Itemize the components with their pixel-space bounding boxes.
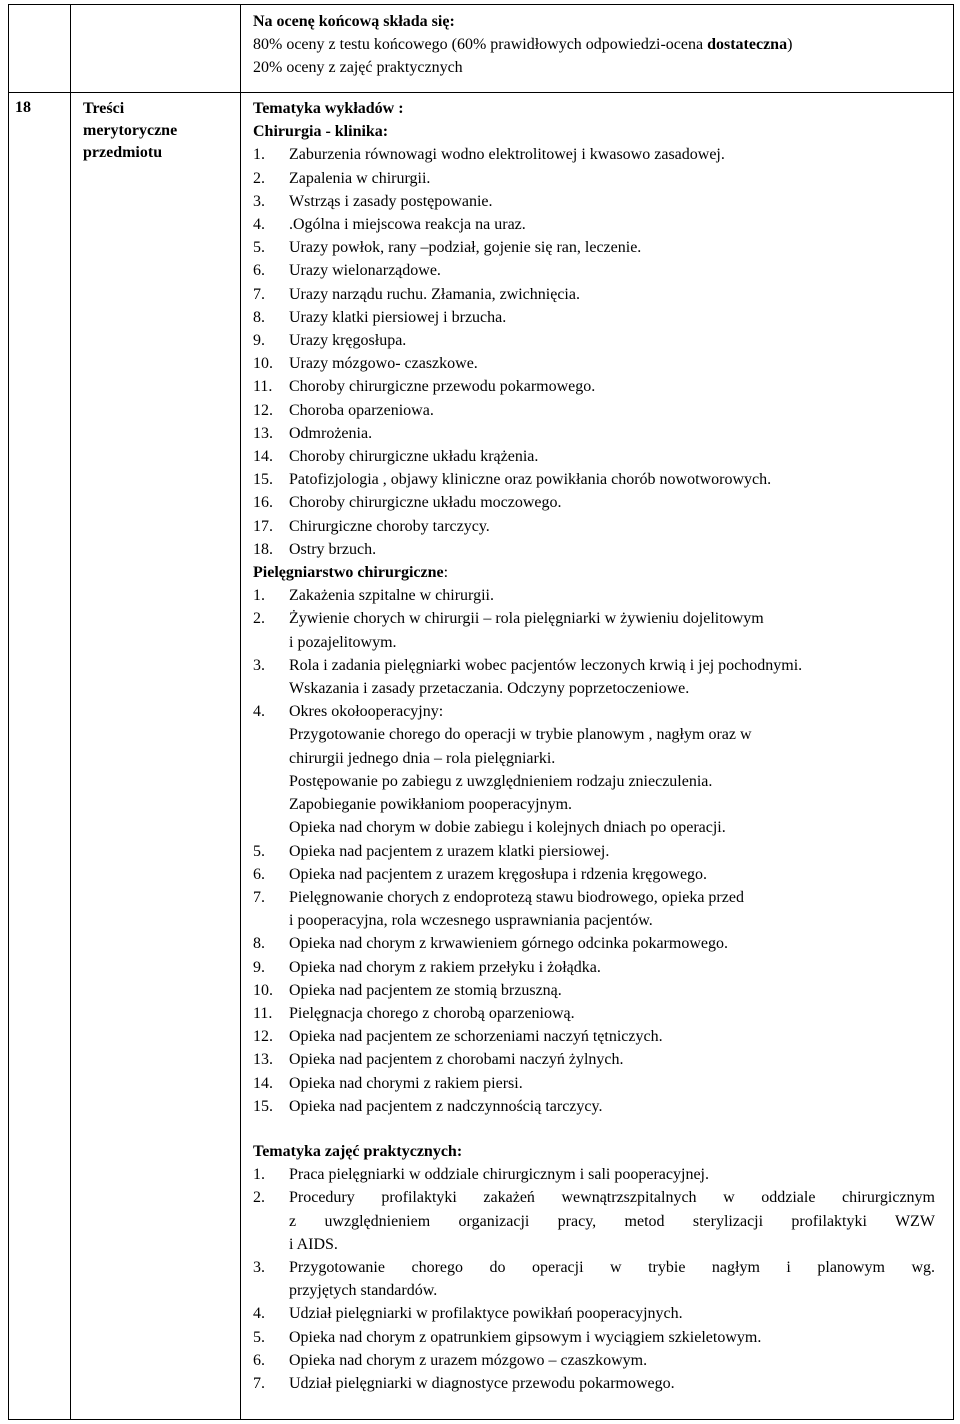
clinic-topic-item-number: 13. — [253, 424, 273, 442]
practical-topic-item — [253, 1256, 953, 1302]
clinic-topic-item-text — [289, 352, 953, 375]
clinic-topic-item — [253, 167, 953, 190]
nursing-topic-item — [253, 932, 953, 955]
clinic-topic-item-number: 10. — [253, 355, 273, 373]
nursing-topic-item-line: i pooperacyjna, rola wczesnego usprawniania pacjentów. — [289, 912, 653, 930]
nursing-topic-item-number: 5. — [253, 842, 265, 860]
assessment-line-1-end: ) — [787, 36, 793, 54]
clinic-topic-item-text — [289, 491, 953, 514]
nursing-topic-item — [253, 584, 953, 607]
clinic-topic-item-line: Choroba oparzeniowa. — [289, 401, 434, 419]
nursing-topic-item-line: Rola i zadania pielęgniarki wobec pacjentów leczonych krwią i jej pochodnymi. — [289, 656, 803, 674]
clinic-topic-item-line: Choroby chirurgiczne układu moczowego. — [289, 494, 562, 512]
nursing-topic-item — [253, 863, 953, 886]
content-cell — [241, 93, 954, 1420]
clinic-topic-item-line: Urazy mózgowo- czaszkowe. — [289, 355, 478, 373]
empty-number-cell — [9, 5, 71, 93]
nursing-topic-item-line: Postępowanie po zabiegu z uwzględnieniem rodzaju znieczulenia. — [289, 772, 713, 790]
clinic-topic-item-number: 16. — [253, 494, 273, 512]
nursing-topic-item-text — [289, 1048, 953, 1071]
practical-topic-item-text — [289, 1326, 953, 1349]
nursing-topic-item-line: Zapobieganie powikłaniom pooperacyjnym. — [289, 796, 573, 814]
clinic-topic-item — [253, 283, 953, 306]
clinic-topic-item-number: 9. — [253, 332, 265, 350]
clinic-topic-item-text — [289, 468, 953, 491]
nursing-topic-item-text — [289, 840, 953, 863]
clinic-topic-item-line: Zaburzenia równowagi wodno elektrolitowej i kwasowo zasadowej. — [289, 146, 725, 164]
empty-label-cell — [71, 5, 241, 93]
nursing-topic-item-text — [289, 1072, 953, 1095]
practical-topic-item-number: 5. — [253, 1328, 265, 1346]
nursing-topic-item-line: chirurgii jednego dnia – rola pielęgniarki. — [289, 749, 556, 767]
clinic-topic-item-text — [289, 422, 953, 445]
practical-topic-item-number: 1. — [253, 1166, 265, 1184]
nursing-heading — [253, 561, 953, 584]
nursing-topic-item — [253, 840, 953, 863]
clinic-topic-item-line: Urazy powłok, rany –podział, gojenie się ran, leczenie. — [289, 239, 642, 257]
clinic-topic-item — [253, 468, 953, 491]
clinic-topic-item — [253, 190, 953, 213]
clinic-topic-item-number: 15. — [253, 471, 273, 489]
nursing-topic-item-line: Opieka nad pacjentem ze schorzeniami naczyń tętniczych. — [289, 1028, 663, 1046]
clinic-topic-item-text — [289, 399, 953, 422]
nursing-topic-item-number: 7. — [253, 888, 265, 906]
clinic-topic-item-text — [289, 213, 953, 236]
clinic-topic-item — [253, 259, 953, 282]
clinic-topic-item — [253, 329, 953, 352]
clinic-topic-item-text — [289, 190, 953, 213]
clinic-topic-item-number: 6. — [253, 262, 265, 280]
clinic-topic-item-text — [289, 236, 953, 259]
clinic-topic-item — [253, 491, 953, 514]
lectures-heading: Tematyka wykładów : — [253, 100, 404, 117]
assessment-line-2: 20% oceny z zajęć praktycznych — [253, 59, 463, 77]
nursing-topic-item-text — [289, 956, 953, 979]
nursing-topic-item-text — [289, 607, 953, 653]
clinic-topic-item-number: 14. — [253, 448, 273, 466]
clinic-topic-item — [253, 306, 953, 329]
nursing-topic-item-text — [289, 700, 953, 839]
clinic-topic-item-line: Choroby chirurgiczne układu krążenia. — [289, 448, 539, 466]
practical-topic-item — [253, 1326, 953, 1349]
clinic-topic-item-number: 11. — [253, 378, 273, 396]
clinic-topic-item-text — [289, 375, 953, 398]
nursing-topic-item — [253, 886, 953, 932]
clinic-topic-item-line: Choroby chirurgiczne przewodu pokarmowego. — [289, 378, 596, 396]
clinic-topic-item-number: 17. — [253, 517, 273, 535]
nursing-topic-item-text — [289, 654, 953, 700]
clinic-topic-item-text — [289, 329, 953, 352]
clinic-topic-item — [253, 538, 953, 561]
nursing-topic-item-line: Opieka nad pacjentem z urazem klatki piersiowej. — [289, 842, 610, 860]
practical-topic-item-text — [289, 1349, 953, 1372]
practical-topic-item-line: i AIDS. — [289, 1235, 338, 1253]
nursing-topic-item-line: Opieka nad pacjentem z chorobami naczyń żylnych. — [289, 1051, 624, 1069]
nursing-topic-item-line: Zakażenia szpitalne w chirurgii. — [289, 587, 494, 605]
nursing-topic-item-line: Przygotowanie chorego do operacji w trybie planowym , nagłym oraz w — [289, 726, 752, 744]
clinic-topic-item-line: Wstrząs i zasady postępowanie. — [289, 192, 493, 210]
practical-topic-item-number: 7. — [253, 1374, 265, 1392]
nursing-heading-colon: : — [443, 564, 449, 582]
clinic-topic-item-text — [289, 538, 953, 561]
row-label-line-3: przedmiotu — [83, 144, 163, 161]
clinic-topic-item — [253, 375, 953, 398]
nursing-topic-item-text — [289, 1095, 953, 1118]
section-spacer — [253, 1118, 953, 1140]
assessment-heading: Na ocenę końcową składa się: — [253, 13, 455, 30]
clinic-topic-item-text — [289, 259, 953, 282]
practical-topic-item-line: przyjętych standardów. — [289, 1282, 438, 1300]
clinic-topic-item-number: 8. — [253, 308, 265, 326]
nursing-topic-item-number: 15. — [253, 1097, 273, 1115]
clinic-topic-item-text — [289, 143, 953, 166]
practical-topic-item-line: Przygotowanie chorego do operacji w trybie nagłym i planowym wg. — [289, 1258, 935, 1276]
row-label-line-1: Treści — [83, 100, 125, 117]
row-label — [71, 93, 241, 1420]
nursing-topic-item — [253, 700, 953, 839]
nursing-topic-item-text — [289, 932, 953, 955]
nursing-topic-item — [253, 956, 953, 979]
clinic-topic-item-text — [289, 167, 953, 190]
nursing-topic-item-line: Żywienie chorych w chirurgii – rola pielęgniarki w żywieniu dojelitowym — [289, 610, 764, 628]
nursing-topic-list — [253, 584, 953, 1118]
nursing-topic-item-text — [289, 1025, 953, 1048]
clinic-topic-item-line: .Ogólna i miejscowa reakcja na uraz. — [289, 216, 526, 234]
nursing-topic-item — [253, 607, 953, 653]
practical-topic-item-text — [289, 1372, 953, 1395]
practical-topic-item-line: Opieka nad chorym z opatrunkiem gipsowym i wyciągiem szkieletowym. — [289, 1328, 762, 1346]
nursing-topic-item-number: 9. — [253, 958, 265, 976]
clinic-topic-item-number: 3. — [253, 192, 265, 210]
practical-topic-item — [253, 1163, 953, 1186]
clinic-topic-item-text — [289, 306, 953, 329]
nursing-topic-item-line: Opieka nad chorym z rakiem przełyku i żołądka. — [289, 958, 601, 976]
nursing-topic-item — [253, 1002, 953, 1025]
practical-topic-item-line: z uwzględnieniem organizacji pracy, metod sterylizacji profilaktyki WZW — [289, 1212, 935, 1230]
row-label-line-2: merytoryczne — [83, 122, 178, 139]
clinic-topic-item — [253, 422, 953, 445]
nursing-topic-item-text — [289, 1002, 953, 1025]
clinic-topic-item — [253, 445, 953, 468]
practical-topic-item-line: Udział pielęgniarki w profilaktyce powikłań pooperacyjnych. — [289, 1305, 683, 1323]
practical-topic-item-number: 4. — [253, 1305, 265, 1323]
nursing-topic-item-text — [289, 979, 953, 1002]
nursing-topic-item-text — [289, 584, 953, 607]
clinic-topic-item-number: 18. — [253, 540, 273, 558]
nursing-topic-item-number: 14. — [253, 1074, 273, 1092]
nursing-topic-item-number: 1. — [253, 587, 265, 605]
clinic-topic-item — [253, 399, 953, 422]
practical-topic-item-text — [289, 1186, 953, 1256]
nursing-topic-item-number: 12. — [253, 1028, 273, 1046]
nursing-topic-item-text — [289, 886, 953, 932]
nursing-topic-item-line: Pielęgnowanie chorych z endoprotezą stawu biodrowego, opieka przed — [289, 888, 744, 906]
clinic-topic-item-line: Urazy narządu ruchu. Złamania, zwichnięcia. — [289, 285, 580, 303]
practical-topic-item — [253, 1186, 953, 1256]
clinic-topic-item-line: Urazy wielonarządowe. — [289, 262, 441, 280]
clinic-topic-list — [253, 143, 953, 561]
assessment-grade-label: dostateczna — [707, 36, 788, 54]
clinic-topic-item-line: Chirurgiczne choroby tarczycy. — [289, 517, 490, 535]
nursing-topic-item-line: Opieka nad pacjentem ze stomią brzuszną. — [289, 981, 562, 999]
nursing-topic-item-line: i pozajelitowym. — [289, 633, 397, 651]
practical-topic-item-line: Udział pielęgniarki w diagnostyce przewodu pokarmowego. — [289, 1374, 675, 1392]
clinic-topic-item-number: 4. — [253, 216, 265, 234]
assessment-cell — [241, 5, 954, 93]
practical-topic-item-line: Procedury profilaktyki zakażeń wewnątrzszpitalnych w oddziale chirurgicznym — [289, 1189, 935, 1207]
nursing-topic-item-line: Opieka nad chorymi z rakiem piersi. — [289, 1074, 523, 1092]
clinic-topic-item — [253, 515, 953, 538]
nursing-topic-item-line: Pielęgnacja chorego z chorobą oparzeniową. — [289, 1004, 575, 1022]
practical-topic-item — [253, 1349, 953, 1372]
practical-topic-item-text — [289, 1302, 953, 1325]
clinic-topic-item-line: Urazy klatki piersiowej i brzucha. — [289, 308, 507, 326]
nursing-topic-item-line: Opieka nad pacjentem z nadczynnością tarczycy. — [289, 1097, 603, 1115]
practical-topic-item — [253, 1302, 953, 1325]
clinic-topic-item-number: 12. — [253, 401, 273, 419]
nursing-topic-item-number: 10. — [253, 981, 273, 999]
nursing-topic-item-number: 13. — [253, 1051, 273, 1069]
clinic-topic-item-number: 7. — [253, 285, 265, 303]
clinic-topic-item — [253, 352, 953, 375]
clinic-topic-item-number: 1. — [253, 146, 265, 164]
clinic-topic-item — [253, 143, 953, 166]
nursing-topic-item-line: Opieka nad chorym w dobie zabiegu i kolejnych dniach po operacji. — [289, 819, 726, 837]
clinic-topic-item-line: Odmrożenia. — [289, 424, 373, 442]
table-row-assessment — [9, 5, 954, 93]
nursing-topic-item — [253, 1048, 953, 1071]
clinic-topic-item-line: Urazy kręgosłupa. — [289, 332, 407, 350]
nursing-topic-item-number: 4. — [253, 703, 265, 721]
clinic-topic-item-line: Patofizjologia , objawy kliniczne oraz powikłania chorób nowotworowych. — [289, 471, 772, 489]
nursing-topic-item-number: 2. — [253, 610, 265, 628]
practical-topic-item-number: 2. — [253, 1189, 265, 1207]
clinic-topic-item-line: Ostry brzuch. — [289, 540, 377, 558]
practical-topic-item-number: 3. — [253, 1258, 265, 1276]
clinic-topic-item-number: 2. — [253, 169, 265, 187]
nursing-topic-item — [253, 1072, 953, 1095]
practical-topic-item-text — [289, 1256, 953, 1302]
syllabus-table — [8, 4, 954, 1420]
practical-topic-item-number: 6. — [253, 1351, 265, 1369]
nursing-topic-item-number: 11. — [253, 1004, 273, 1022]
table-row-content — [9, 93, 954, 1420]
nursing-topic-item-number: 8. — [253, 935, 265, 953]
practical-heading: Tematyka zajęć praktycznych: — [253, 1142, 463, 1160]
clinic-topic-item-number: 5. — [253, 239, 265, 257]
practical-topic-list — [253, 1163, 953, 1395]
clinic-topic-item-line: Zapalenia w chirurgii. — [289, 169, 431, 187]
nursing-topic-item — [253, 654, 953, 700]
practical-topic-item-text — [289, 1163, 953, 1186]
clinic-topic-item — [253, 236, 953, 259]
assessment-line-1 — [253, 33, 953, 56]
nursing-topic-item — [253, 979, 953, 1002]
clinic-topic-item-text — [289, 283, 953, 306]
nursing-topic-item-number: 3. — [253, 656, 265, 674]
nursing-topic-item-line: Okres okołooperacyjny: — [289, 703, 444, 721]
row-number: 18 — [9, 93, 71, 1420]
nursing-topic-item-line: Opieka nad pacjentem z urazem kręgosłupa i rdzenia kręgowego. — [289, 865, 708, 883]
clinic-topic-item — [253, 213, 953, 236]
nursing-topic-item — [253, 1095, 953, 1118]
nursing-topic-item-text — [289, 863, 953, 886]
practical-topic-item — [253, 1372, 953, 1395]
nursing-topic-item-line: Opieka nad chorym z krwawieniem górnego odcinka pokarmowego. — [289, 935, 728, 953]
nursing-topic-item-line: Wskazania i zasady przetaczania. Odczyny poprzetoczeniowe. — [289, 680, 690, 698]
clinic-topic-item-text — [289, 445, 953, 468]
nursing-heading-text: Pielęgniarstwo chirurgiczne — [253, 564, 444, 582]
clinic-heading: Chirurgia - klinika: — [253, 123, 389, 141]
clinic-topic-item-text — [289, 515, 953, 538]
nursing-topic-item-number: 6. — [253, 865, 265, 883]
nursing-topic-item — [253, 1025, 953, 1048]
practical-topic-item-line: Opieka nad chorym z urazem mózgowo – czaszkowym. — [289, 1351, 648, 1369]
assessment-line-1-text: 80% oceny z testu końcowego (60% prawidłowych odpowiedzi-ocena — [253, 36, 708, 54]
practical-topic-item-line: Praca pielęgniarki w oddziale chirurgicznym i sali pooperacyjnej. — [289, 1166, 709, 1184]
